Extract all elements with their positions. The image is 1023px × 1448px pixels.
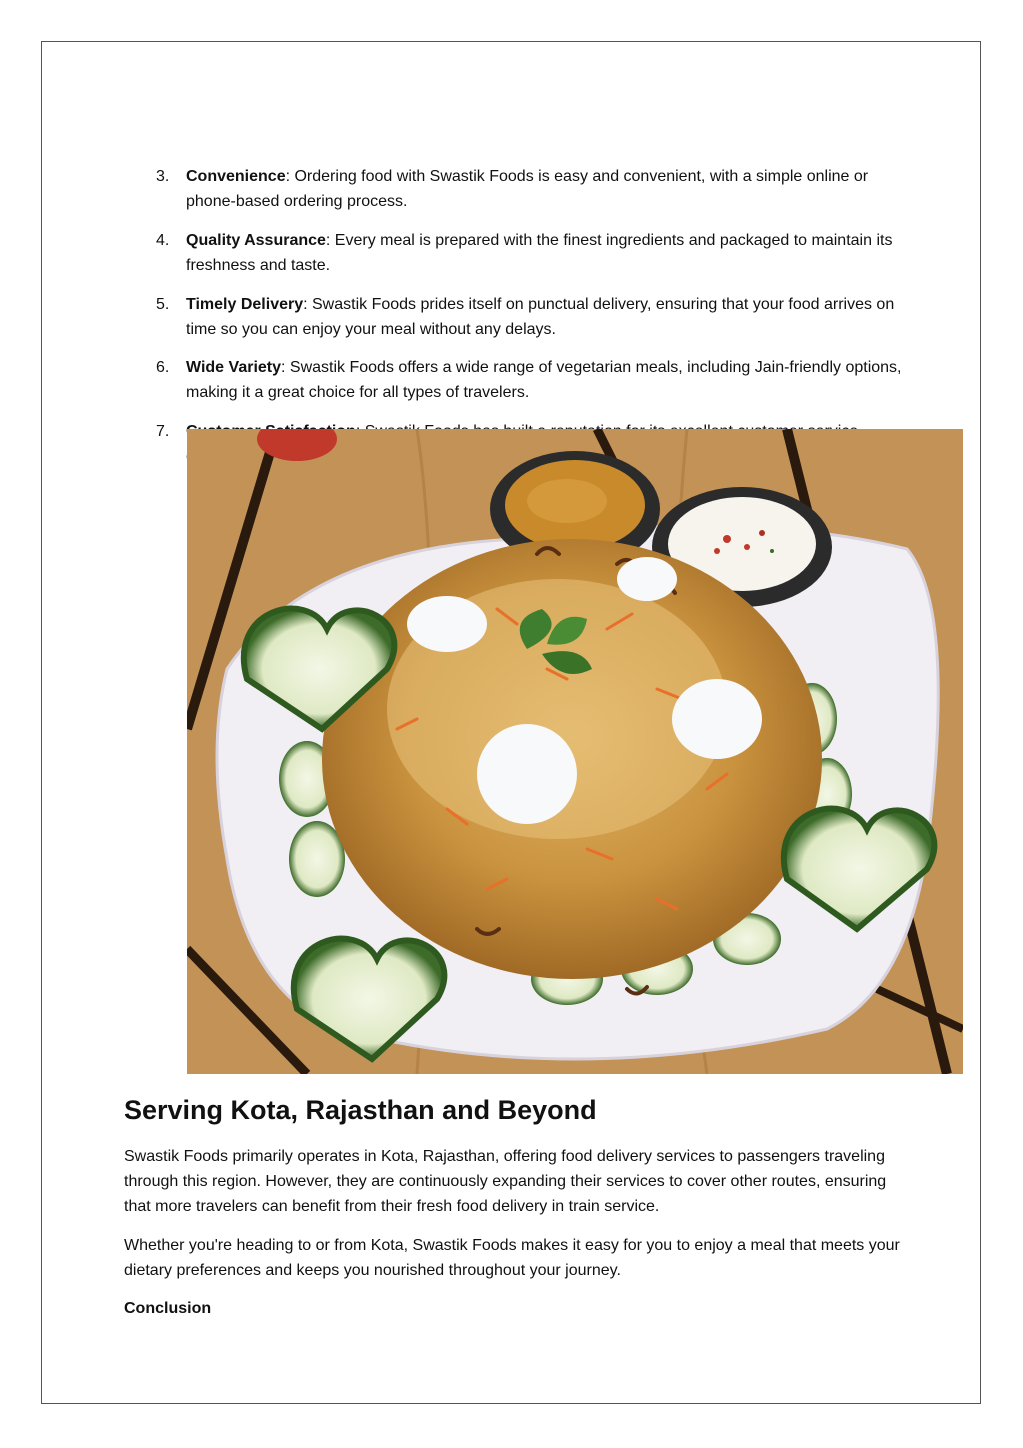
- paragraph: Whether you're heading to or from Kota, Swastik Foods makes it easy for you to enjoy a meal that meets your dietary preferences and keeps you nourished throughout your journey.: [124, 1237, 900, 1279]
- paneer-piece: [477, 724, 577, 824]
- conclusion-heading: Conclusion: [124, 1300, 212, 1317]
- list-number: 4.: [156, 232, 170, 249]
- item-title: Wide Variety: [186, 359, 282, 376]
- item-title: Quality Assurance: [186, 232, 326, 249]
- list-number: 5.: [156, 296, 170, 313]
- section-heading: Serving Kota, Rajasthan and Beyond: [124, 1095, 597, 1125]
- page-frame: [41, 41, 981, 1404]
- item-text: : Swastik Foods offers a wide range of vegetarian meals, including Jain-friendly options, making it a great choice for all types of travelers.: [186, 359, 902, 401]
- item-title: Convenience: [186, 168, 286, 185]
- item-text: : Ordering food with Swastik Foods is easy and convenient, with a simple online or phone-based ordering process.: [186, 168, 869, 210]
- paragraph: Swastik Foods primarily operates in Kota, Rajasthan, offering food delivery services to passengers traveling through this region. However, they are continuously expanding their services to cover other routes, ensuring that more travelers can benefit from their fresh food delivery in train service.: [124, 1148, 887, 1215]
- list-number: 7.: [156, 423, 170, 440]
- biryani-plate-photo: [187, 429, 963, 1074]
- item-title: Timely Delivery: [186, 296, 304, 313]
- list-number: 3.: [156, 168, 170, 185]
- item-text: : Every meal is prepared with the finest ingredients and packaged to maintain its freshness and taste.: [186, 232, 893, 274]
- list-number: 6.: [156, 359, 170, 376]
- item-text: : Swastik Foods prides itself on punctual delivery, ensuring that your food arrives on time so you can enjoy your meal without any delays.: [186, 296, 895, 338]
